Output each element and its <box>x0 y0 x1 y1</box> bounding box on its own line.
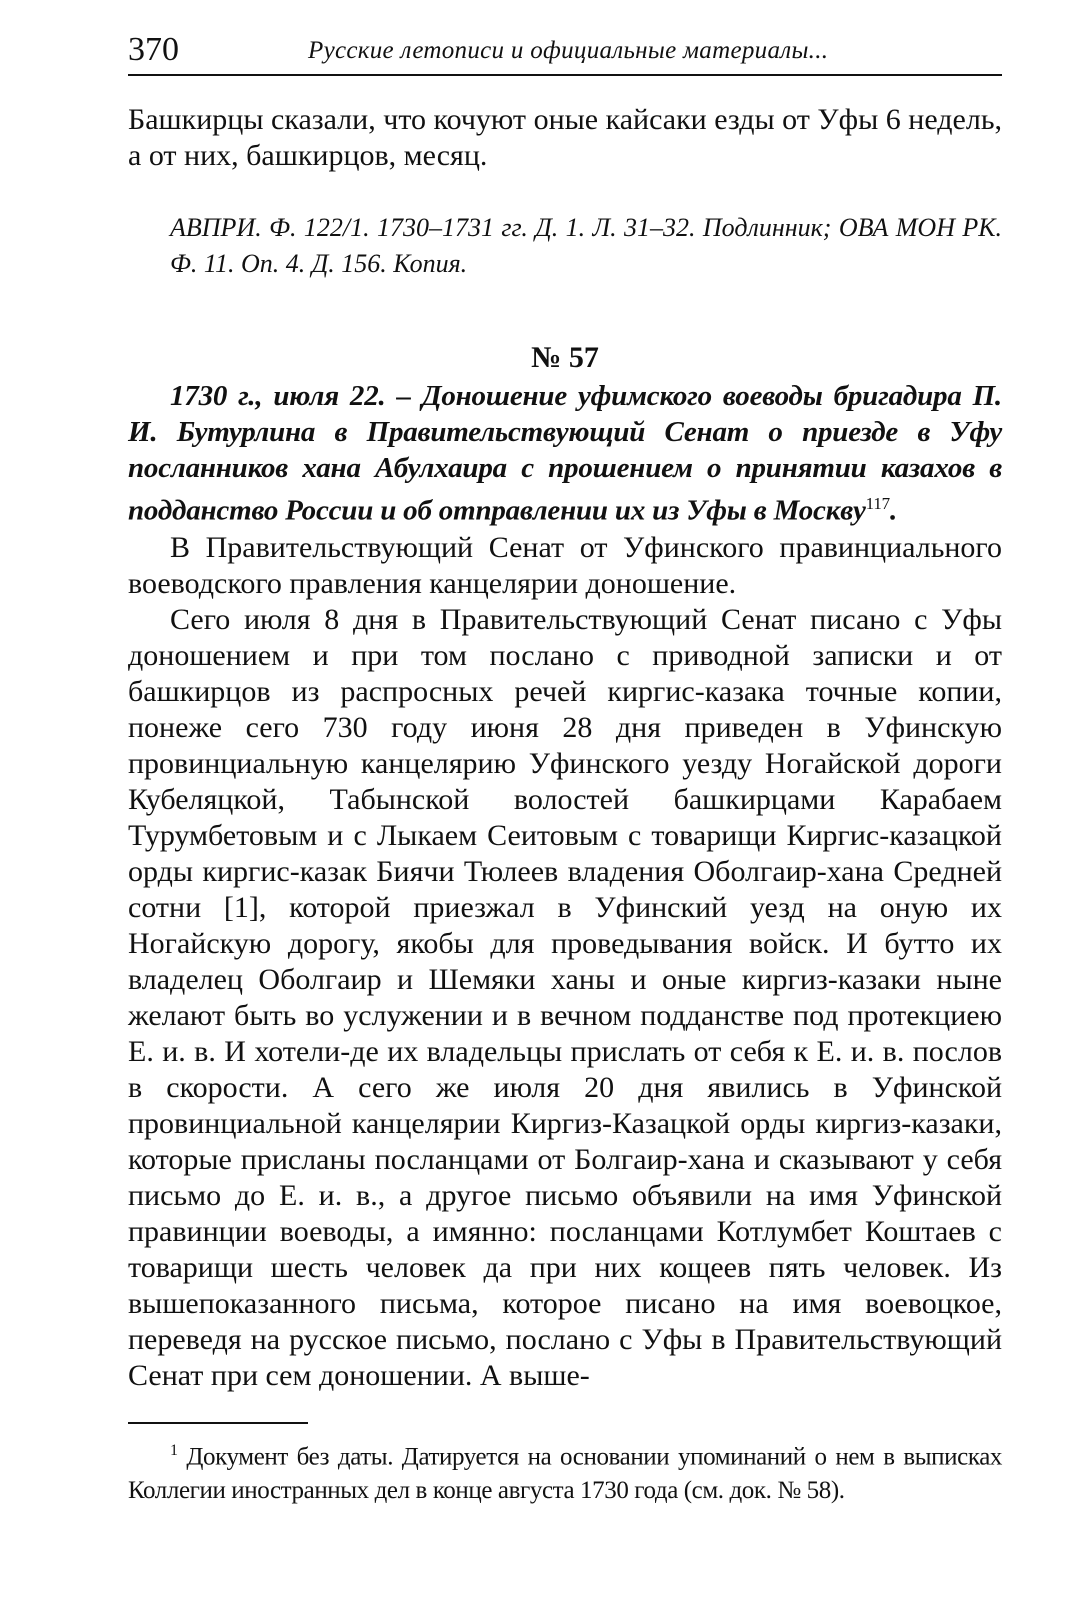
footnote <box>128 1434 1002 1508</box>
archive-reference: АВПРИ. Ф. 122/1. 1730–1731 гг. Д. 1. Л. 31–32. Подлинник; ОВА МОН РК. Ф. 11. Оп. 4. Д. 156. Копия. <box>170 213 1002 278</box>
header-rule <box>128 74 1002 76</box>
body-paragraph: Сего июля 8 дня в Правительствующий Сенат писано с Уфы доношением и при том послано с приводной записки и от башкирцов из распросных речей киргис-казака точные копии, понеже сего 730 году июня 28 дня приведен в Уфинскую провинциальную канцелярию Уфинского уезду Ногайской дороги Кубеляцкой, Табынской волостей башкирцами Карабаем Турумбетовым и с Лыкаем Сеитовым с товарищи Киргис-казацкой орды киргис-казак Биячи Тюлеев владения Оболгаир-хана Средней сотни [1], которой приезжал в Уфинский уезд на оную их Ногайскую дорогу, якобы для проведывания войск. И бутто их владелец Оболгаир и Шемяки ханы и оные киргиз-казаки ныне желают быть во услужении и в вечном подданстве под протекциею Е. и. в. И хотели-де их владельцы прислать от себя к Е. и. в. послов в скорости. А сего же июля 20 дня явились в Уфинской провинциальной канцелярии Киргиз-Казацкой орды киргиз-казаки, которые присланы посланцами от Болгаир-хана и сказывают у себя письмо до Е. и. в., а другое письмо объявили на имя Уфинской правинции воеводы, а имянно: посланцами Котлумбет Коштаев с товарищи шесть человек да при них кощеев пять человек. Из вышепоказанного письма, которое писано на имя воевоцкое, переведя на русское письмо, послано с Уфы в Правительствующий Сенат при сем доношении. А выше- <box>128 603 1002 1392</box>
page-number: 370 <box>128 31 179 68</box>
lead-paragraph: Башкирцы сказали, что кочуют оные кайсаки езды от Уфы 6 недель, а от них, башкирцов, месяц. <box>128 103 1002 172</box>
footnote-rule <box>128 1422 308 1424</box>
footnote-marker: 1 <box>170 1442 178 1459</box>
running-title: Русские летописи и официальные материалы... <box>308 37 829 64</box>
document-heading: 1730 г., июля 22. – Доношение уфимского воеводы бригадира П. И. Бутурлина в Правительствующий Сенат о приезде в Уфу посланников хана Абулхаира с прошением о принятии казахов в подданство России и об отправлении их из Уфы в Москву$^{117}$. <box>128 380 1002 527</box>
document-number: № 57 <box>531 341 599 374</box>
footnote-text: Документ без даты. Датируется на основании упоминаний о нем в выписках Коллегии иностранных дел в конце августа 1730 года (см. док. № 58). <box>128 1443 1002 1505</box>
running-header <box>128 30 1002 78</box>
address-paragraph: В Правительствующий Сенат от Уфинского правинциального воеводского правления канцелярии доношение. <box>128 531 1002 600</box>
heading-note-ref: 117 <box>865 494 890 513</box>
document-heading-text: 1730 г., июля 22. – Доношение уфимского воеводы бригадира П. И. Бутурлина в Правительствующий Сенат о приезде в Уфу посланников хана Абулхаира с прошением о принятии казахов в подданство России и об отправлении их из Уфы в Москву <box>128 380 1002 527</box>
